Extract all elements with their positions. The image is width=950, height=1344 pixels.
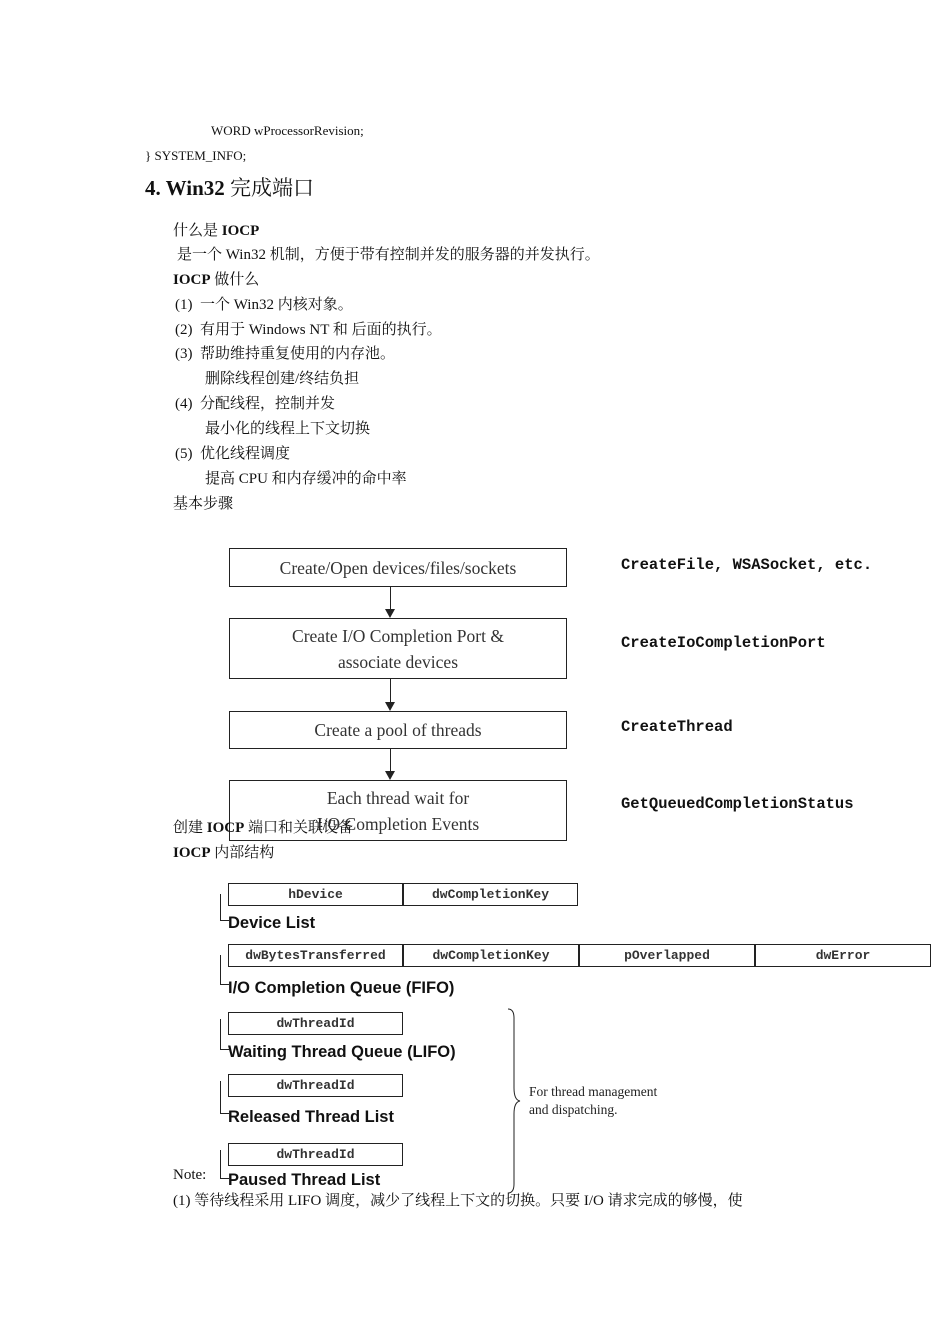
cell-dwcompletionkey: dwCompletionKey (403, 883, 578, 906)
flow-step-text: Create/Open devices/files/sockets (279, 557, 517, 578)
answer-line: 是一个 Win32 机制，方便于带有控制并发的服务器的并发执行。 (177, 247, 600, 263)
question-term: IOCP (221, 223, 260, 239)
section-number: 4. (145, 176, 161, 200)
note-item-1: (1) 等待线程采用 LIFO 调度，减少了线程上下文的切换。只要 I/O 请求完成的够慢，使 (173, 1193, 743, 1209)
item-text: 分配线程，控制并发 (200, 396, 336, 412)
caption-create-iocp (173, 816, 353, 837)
section-title-en: Win32 (165, 176, 225, 200)
cell-dwbytestransferred: dwBytesTransferred (228, 944, 403, 967)
cell-dwerror: dwError (755, 944, 931, 967)
item-number: (1) (175, 297, 193, 313)
item-text: 一个 Win32 内核对象。 (200, 297, 353, 313)
flow-step-thread-pool (229, 711, 567, 749)
paused-thread-list-label: Paused Thread List (228, 1171, 381, 1189)
item-number: (4) (175, 396, 193, 412)
item-number: (5) (175, 446, 193, 462)
released-thread-list-label: Released Thread List (228, 1108, 394, 1126)
question-line (173, 219, 259, 240)
item-text: 帮助维持重复使用的内存池。 (200, 346, 396, 362)
code-line-struct-end: } SYSTEM_INFO; (145, 148, 247, 163)
flow-arrow-line (390, 587, 391, 609)
does-suffix: 做什么 (210, 272, 260, 288)
flow-step-create-port (229, 618, 567, 679)
item-text: 有用于 Windows NT 和 后面的执行。 (200, 322, 442, 338)
flow-step-open-devices (229, 548, 567, 587)
device-list-label: Device List (228, 914, 316, 932)
section-heading (145, 172, 314, 202)
cell-dwthreadid: dwThreadId (228, 1074, 403, 1097)
api-createfile: CreateFile, WSASocket, etc. (621, 556, 873, 574)
section-title-cn: 完成端口 (230, 176, 315, 200)
question-prefix: 什么是 (173, 223, 222, 239)
does-term: IOCP (173, 272, 211, 288)
brace-note-line1: For thread management (529, 1084, 658, 1099)
list-item-5 (175, 442, 290, 463)
cell-dwthreadid: dwThreadId (228, 1143, 403, 1166)
item-text: 优化线程调度 (200, 446, 291, 462)
flow-step-text: associate devices (337, 651, 458, 672)
flow-step-text: Create a pool of threads (314, 720, 482, 740)
caption-suffix: 端口和关联设备 (244, 820, 354, 836)
code-line-word: WORD wProcessorRevision; (211, 123, 364, 138)
item-number: (3) (175, 346, 193, 362)
api-createthread: CreateThread (621, 718, 733, 736)
list-item-3 (175, 342, 395, 363)
cell-hdevice: hDevice (228, 883, 403, 906)
flow-arrow-line (390, 749, 391, 771)
brace-note-line2: and dispatching. (529, 1102, 618, 1117)
list-item-1 (175, 293, 353, 314)
steps-label: 基本步骤 (173, 496, 234, 512)
note-label: Note: (173, 1167, 207, 1183)
completion-queue-label: I/O Completion Queue (FIFO) (228, 979, 455, 997)
caption-suffix: 内部结构 (210, 845, 275, 861)
curly-brace-icon (504, 1008, 524, 1194)
flow-step-text: Create I/O Completion Port & (292, 625, 504, 646)
flow-arrow-head (385, 702, 395, 711)
cell-dwthreadid: dwThreadId (228, 1012, 403, 1035)
waiting-thread-queue-label: Waiting Thread Queue (LIFO) (228, 1043, 456, 1061)
list-item-5-sub: 提高 CPU 和内存缓冲的命中率 (205, 471, 407, 487)
flow-step-text: Each thread wait for (326, 787, 470, 808)
does-line (173, 268, 259, 289)
api-getqueuedcompletionstatus: GetQueuedCompletionStatus (621, 795, 854, 813)
list-item-2 (175, 318, 442, 339)
item-number: (2) (175, 322, 193, 338)
flow-arrow-head (385, 771, 395, 780)
list-item-3-sub: 删除线程创建/终结负担 (205, 371, 360, 387)
list-item-4 (175, 392, 335, 413)
caption-term: IOCP (173, 845, 211, 861)
flow-step-text: I/O Completion Events (316, 813, 480, 834)
list-item-4-sub: 最小化的线程上下文切换 (205, 421, 371, 437)
caption-term: IOCP (206, 820, 245, 836)
cell-poverlapped: pOverlapped (579, 944, 755, 967)
flow-arrow-line (390, 679, 391, 702)
flow-arrow-head (385, 609, 395, 618)
caption-internal-structure (173, 841, 274, 862)
api-createiocompletionport: CreateIoCompletionPort (621, 634, 826, 652)
cell-dwcompletionkey: dwCompletionKey (403, 944, 579, 967)
caption-prefix: 创建 (173, 820, 207, 836)
